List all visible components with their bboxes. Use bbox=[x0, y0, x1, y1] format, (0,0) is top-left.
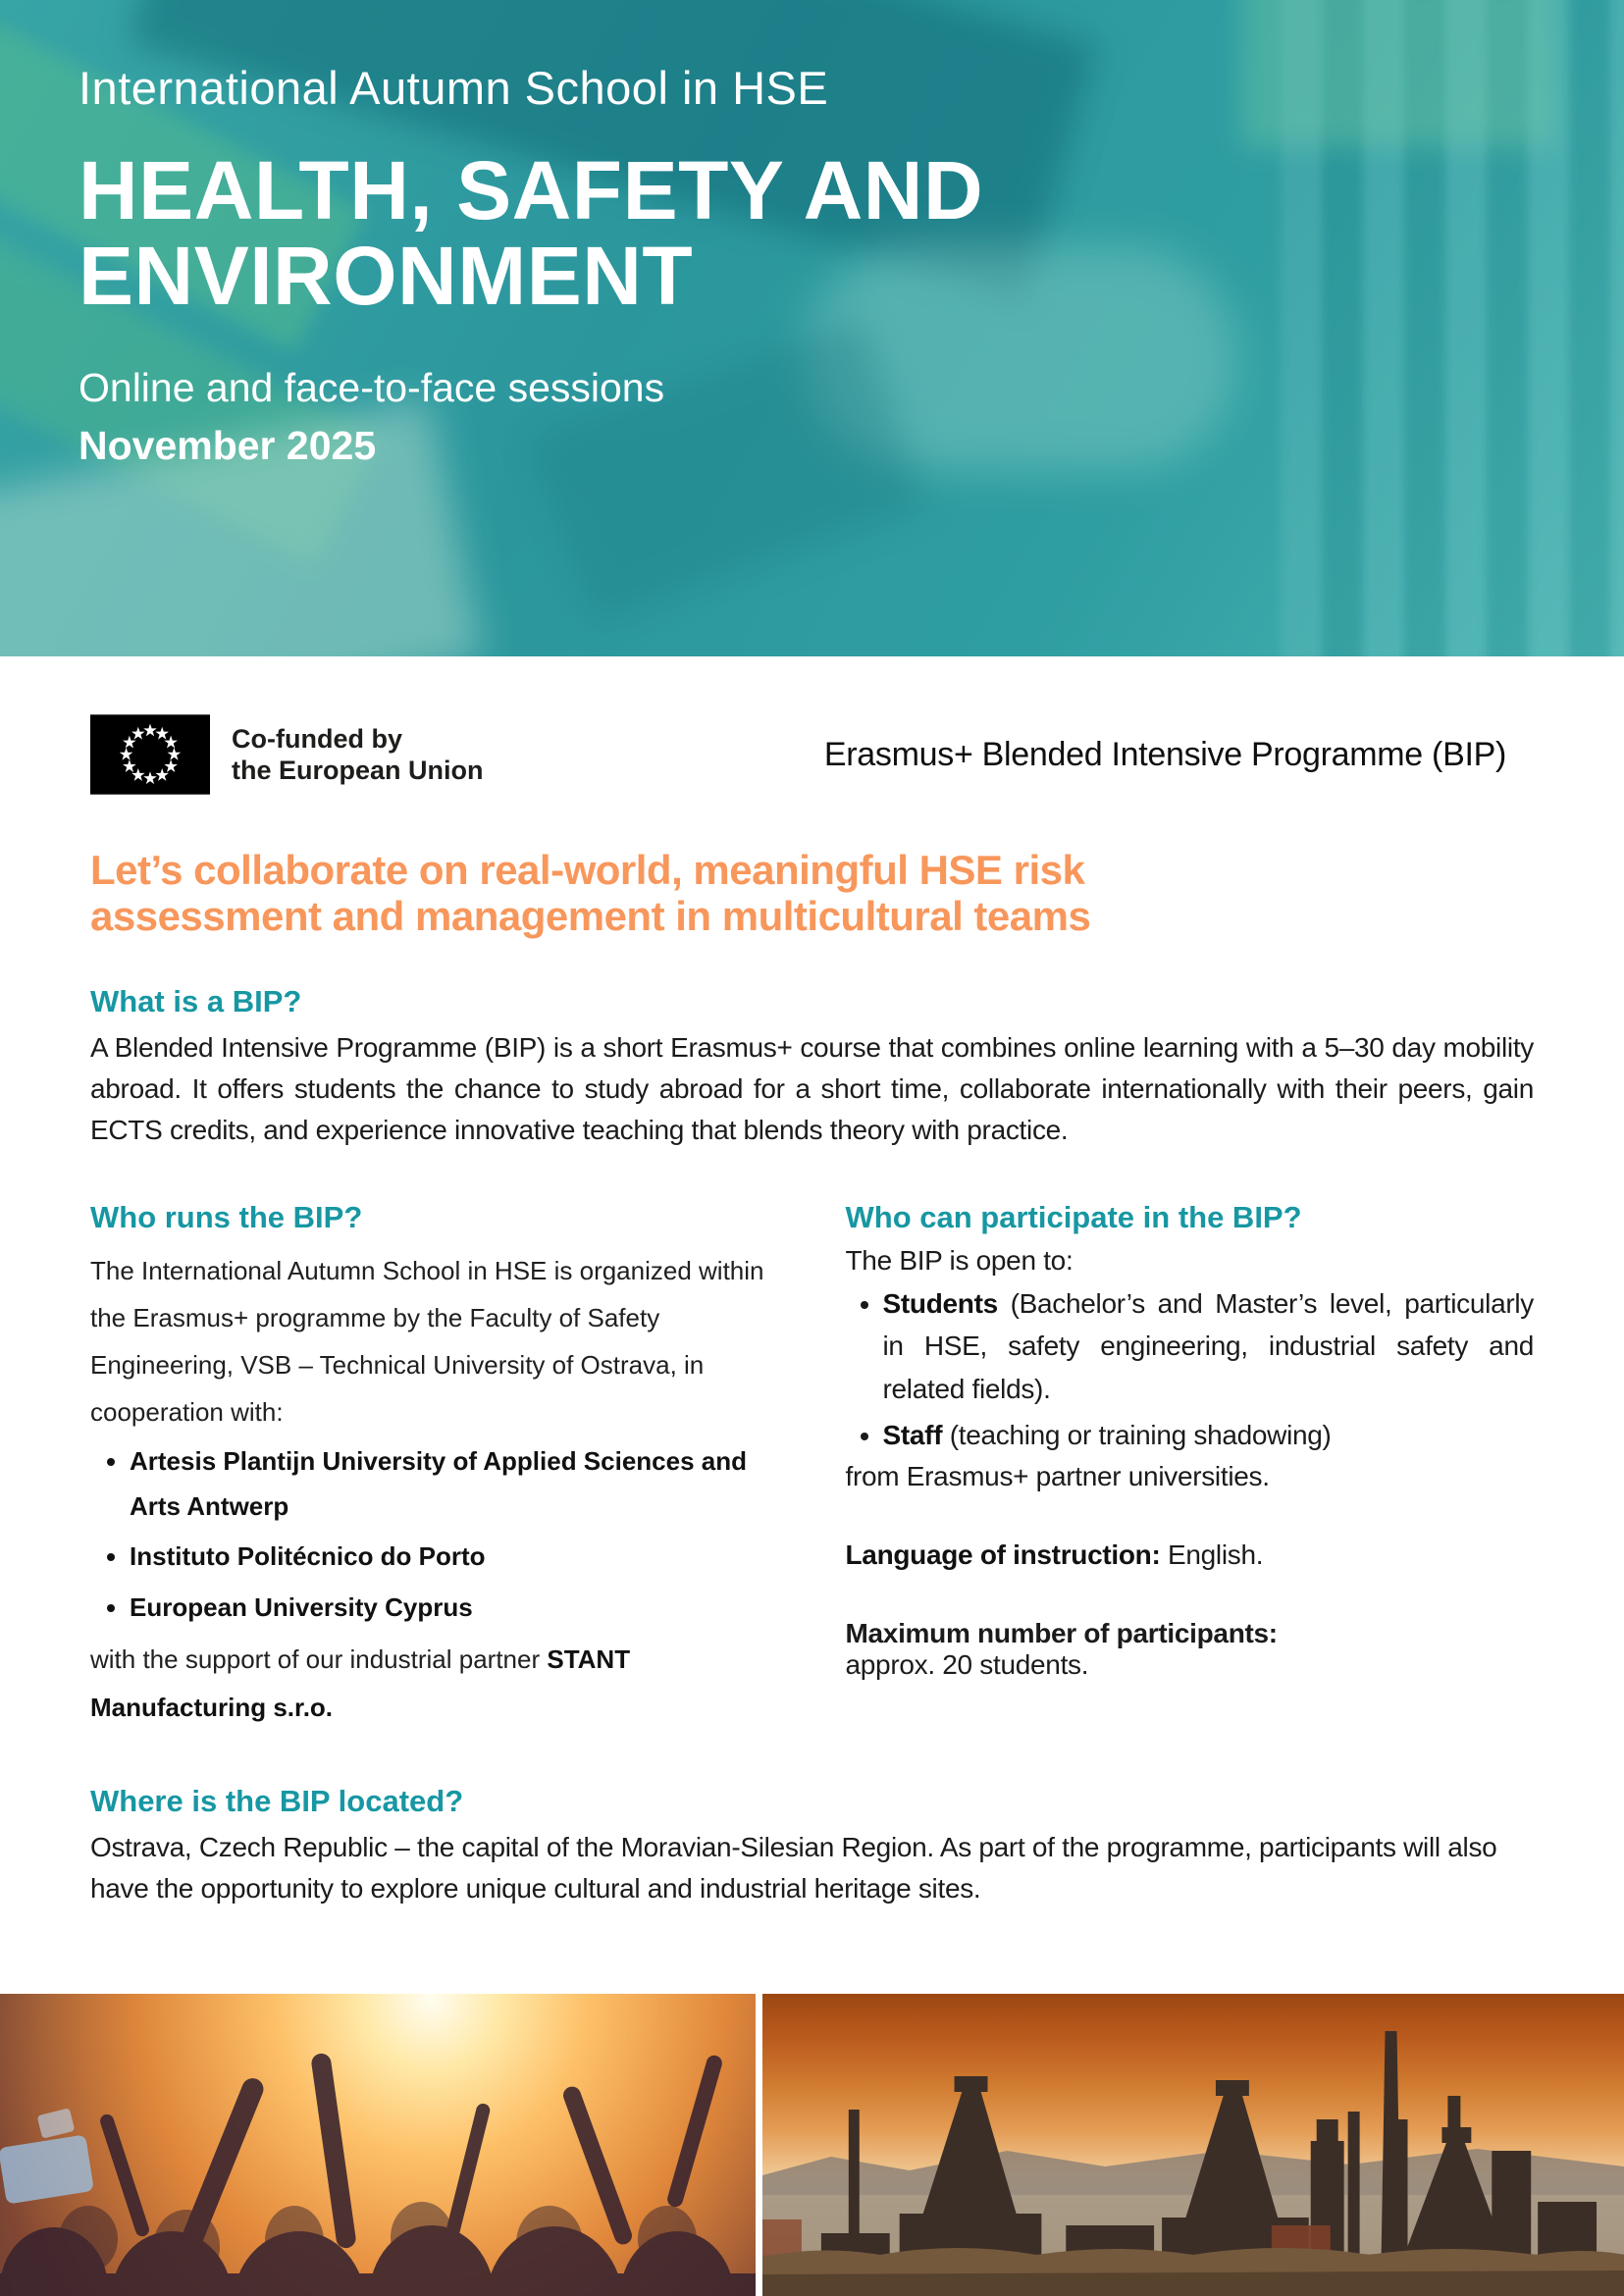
who-participate-outro: from Erasmus+ partner universities. bbox=[845, 1460, 1270, 1491]
who-participate-column bbox=[846, 1200, 1535, 1681]
page-title-line1: HEALTH, SAFETY AND bbox=[79, 144, 984, 236]
eu-funding-label-line1: Co-funded by bbox=[232, 723, 402, 754]
participant-item-students bbox=[883, 1282, 1535, 1410]
language-line bbox=[846, 1539, 1535, 1571]
participant-item-staff-rest: (teaching or training shadowing) bbox=[942, 1420, 1332, 1451]
max-participants-value: approx. 20 students. bbox=[845, 1648, 1089, 1680]
industrial-partner-line bbox=[90, 1636, 779, 1730]
who-participate-intro: The BIP is open to: bbox=[845, 1245, 1074, 1277]
partner-list bbox=[90, 1439, 779, 1630]
where-section bbox=[0, 1784, 1624, 1909]
eu-funding-label-line2: the European Union bbox=[232, 756, 484, 785]
who-runs-intro: The International Autumn School in HSE is organized within the Erasmus+ programme by the Faculty of Safety Engineering, VSB – Technical University of Ostrava, in cooperation with: bbox=[90, 1256, 764, 1428]
participant-item-students-bold: Students bbox=[882, 1288, 998, 1320]
participant-item-staff bbox=[883, 1414, 1535, 1456]
participant-item-students-rest: (Bachelor’s and Master’s level, particularly in HSE, safety engineering, industrial safety and related fields). bbox=[882, 1288, 1534, 1404]
who-runs-column bbox=[90, 1200, 779, 1731]
what-is-bip-heading: What is a BIP? bbox=[90, 984, 302, 1019]
tagline bbox=[0, 847, 1624, 939]
what-is-bip-body: A Blended Intensive Programme (BIP) is a short Erasmus+ course that combines online learning with a 5–30 day mobility abroad. It offers students the chance to study abroad for a short time, collaborate internationally with their peers, gain ECTS credits, and experience innovative teaching that blends theory with practice. bbox=[90, 1032, 1534, 1146]
who-participate-heading: Who can participate in the BIP? bbox=[845, 1200, 1302, 1235]
page-title bbox=[79, 144, 1545, 323]
page-title-line2: ENVIRONMENT bbox=[79, 230, 694, 323]
hero-kicker: International Autumn School in HSE bbox=[79, 62, 829, 114]
partner-item: • European University Cyprus bbox=[130, 1586, 779, 1631]
where-body: Ostrava, Czech Republic – the capital of the Moravian-Silesian Region. As part of the programme, participants will also have the opportunity to explore unique cultural and industrial heritage sites. bbox=[90, 1831, 1497, 1904]
hero-subtitle: Online and face-to-face sessions bbox=[79, 364, 665, 410]
programme-name: Erasmus+ Blended Intensive Programme (BIP) bbox=[823, 735, 1506, 773]
participant-list bbox=[846, 1282, 1535, 1457]
hero-date: November 2025 bbox=[79, 422, 377, 468]
tagline-line1: Let’s collaborate on real-world, meaningful HSE risk bbox=[90, 847, 1085, 893]
funding-row bbox=[0, 713, 1624, 796]
eu-funding-label bbox=[232, 723, 484, 787]
max-participants-label: Maximum number of participants: bbox=[845, 1617, 1278, 1648]
photo-strip bbox=[0, 1994, 1624, 2296]
hero-banner bbox=[0, 0, 1624, 656]
tagline-line2: assessment and management in multicultural teams bbox=[90, 893, 1091, 940]
ostrava-industrial-skyline-photo bbox=[762, 1994, 1624, 2296]
where-heading: Where is the BIP located? bbox=[90, 1783, 464, 1818]
what-is-bip-section bbox=[0, 984, 1624, 1151]
eu-flag-icon bbox=[90, 714, 210, 795]
participant-item-staff-bold: Staff bbox=[882, 1420, 943, 1451]
two-column-area bbox=[0, 1200, 1624, 1731]
concert-crowd-photo bbox=[0, 1994, 756, 2296]
language-value: English. bbox=[1160, 1539, 1264, 1570]
partner-item: • Artesis Plantijn University of Applied Sciences and Arts Antwerp bbox=[130, 1439, 779, 1529]
industrial-partner-name: STANT Manufacturing s.r.o. bbox=[90, 1644, 631, 1722]
industrial-partner-prefix: with the support of our industrial partner bbox=[90, 1644, 548, 1675]
partner-item: • Instituto Politécnico do Porto bbox=[130, 1535, 779, 1580]
who-runs-heading: Who runs the BIP? bbox=[90, 1200, 363, 1235]
language-label: Language of instruction: bbox=[845, 1539, 1161, 1570]
